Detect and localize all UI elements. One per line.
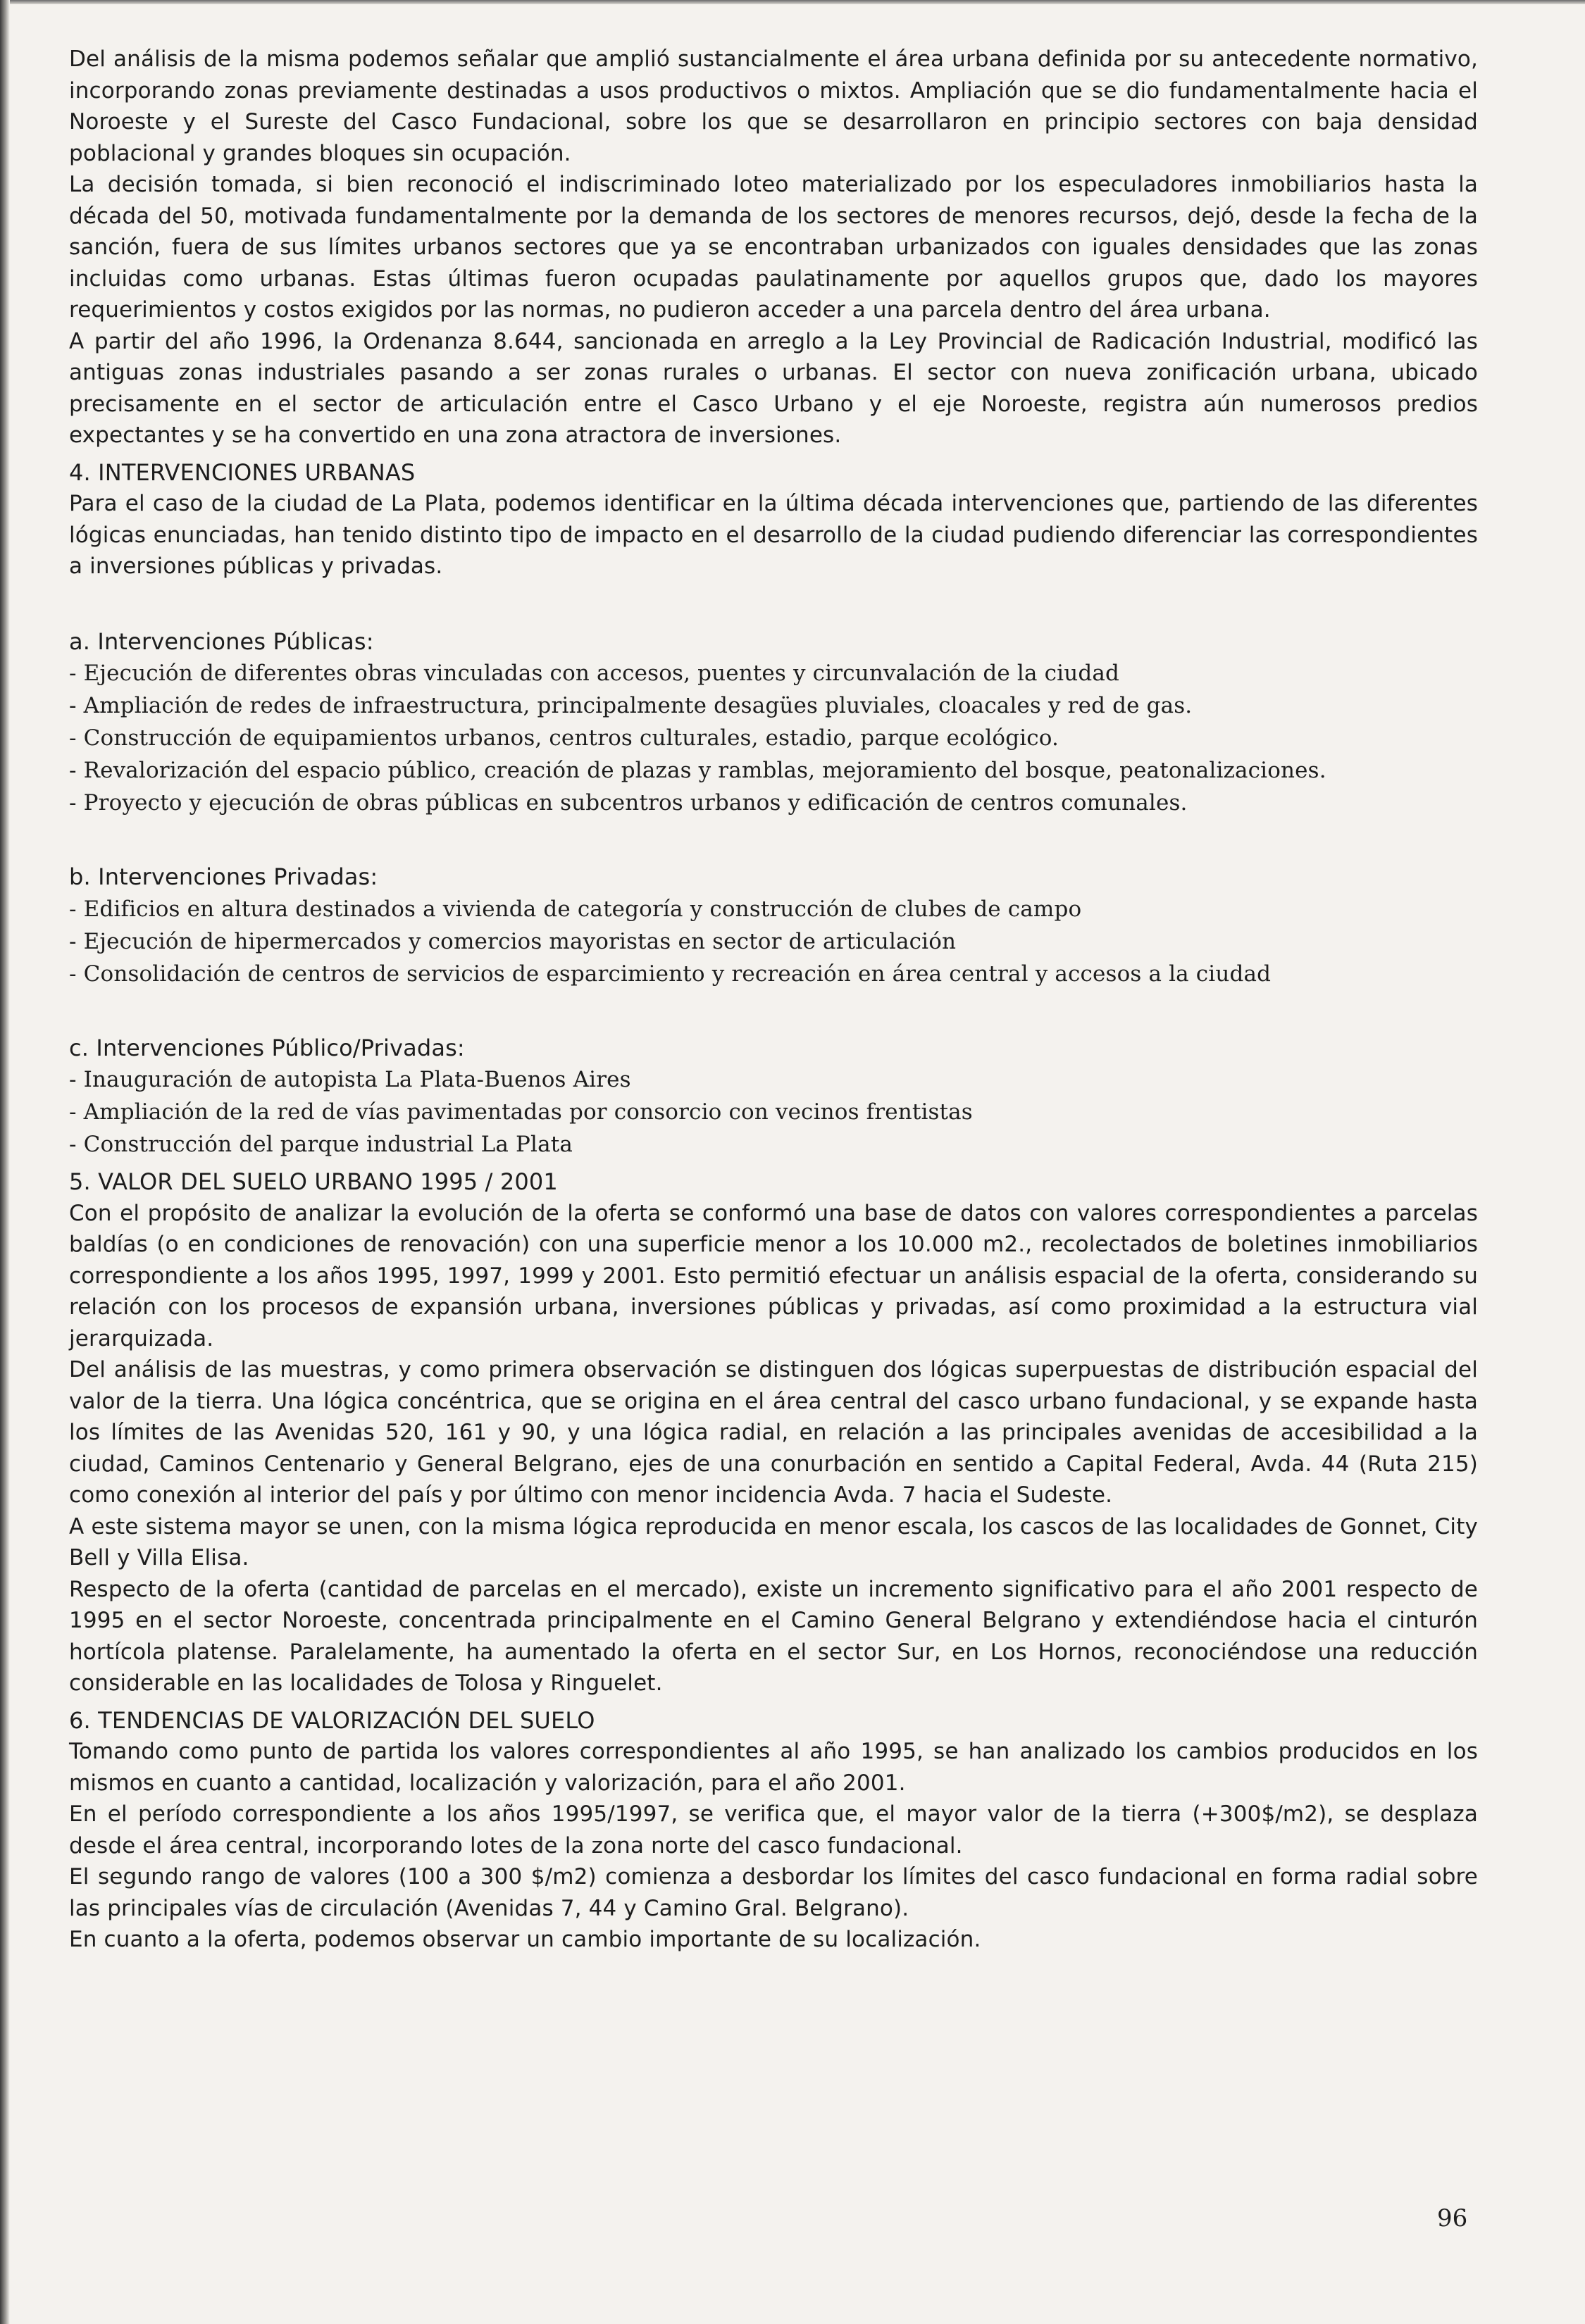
private-interventions-list [69,893,1478,990]
list-item: - Construcción del parque industrial La Plata [69,1128,1478,1161]
mixed-interventions-list [69,1063,1478,1161]
scan-edge-top [0,0,1585,4]
intro-paragraph-2: La decisión tomada, si bien reconoció el indiscriminado loteo materializado por los especuladores inmobiliarios hasta la década del 50, motivada fundamentalmente por la demanda de los sectores de menores recursos, dejó, desde la fecha de la sanción, fuera de sus límites urbanos sectores que ya se encontraban urbanizados con iguales densidades que las zonas incluidas como urbanas. Estas últimas fueron ocupadas paulatinamente por aquellos grupos que, dado los mayores requerimientos y costos exigidos por las normas, no pudieron acceder a una parcela dentro del área urbana. [69,172,1478,323]
private-interventions-heading: b. Intervenciones Privadas: [69,863,378,890]
section-6-paragraph-3: El segundo rango de valores (100 a 300 $/m2) comienza a desbordar los límites del casco fundacional en forma radial sobre las principales vías de circulación (Avenidas 7, 44 y Camino Gral. Belgrano). [69,1864,1478,1921]
section-5-paragraph-3: A este sistema mayor se unen, con la misma lógica reproducida en menor escala, los cascos de las localidades de Gonnet, City Bell y Villa Elisa. [69,1513,1478,1570]
list-item: - Ejecución de diferentes obras vinculadas con accesos, puentes y circunvalación de la ciudad [69,657,1478,689]
public-interventions-heading: a. Intervenciones Públicas: [69,627,374,655]
page-number: 96 [1437,2204,1468,2232]
list-item: - Edificios en altura destinados a vivienda de categoría y construcción de clubes de campo [69,893,1478,925]
section-6-paragraph-2: En el período correspondiente a los años 1995/1997, se verifica que, el mayor valor de la tierra (+300$/m2), se desplaza desde el área central, incorporando lotes de la zona norte del casco fundacional. [69,1801,1478,1858]
list-item: - Consolidación de centros de servicios de esparcimiento y recreación en área central y accesos a la ciudad [69,958,1478,990]
section-5-paragraph-1: Con el propósito de analizar la evolución de la oferta se conformó una base de datos con valores correspondientes a parcelas baldías (o en condiciones de renovación) con una superficie menor a los 10.000 m2., recolectados de boletines inmobiliarios correspondiente a los años 1995, 1997, 1999 y 2001. Esto permitió efectuar un análisis espacial de la oferta, considerando su relación con los procesos de expansión urbana, inversiones públicas y privadas, así como proximidad a la estructura vial jerarquizada. [69,1200,1478,1351]
section-6-paragraph-4: En cuanto a la oferta, podemos observar un cambio importante de su localización. [69,1927,981,1952]
section-5-paragraph-4: Respecto de la oferta (cantidad de parcelas en el mercado), existe un incremento significativo para el año 2001 respecto de 1995 en el sector Noroeste, concentrada principalmente en el Camino General Belgrano y extendiéndose hacia el cinturón hortícola platense. Paralelamente, ha aumentado la oferta en el sector Sur, en Los Hornos, reconociéndose una reducción considerable en las localidades de Tolosa y Ringuelet. [69,1576,1478,1696]
scan-edge-left [0,0,10,2324]
mixed-interventions-heading: c. Intervenciones Público/Privadas: [69,1034,465,1061]
section-4-heading: 4. INTERVENCIONES URBANAS [69,458,416,486]
list-item: - Ejecución de hipermercados y comercios mayoristas en sector de articulación [69,925,1478,958]
section-5-heading: 5. VALOR DEL SUELO URBANO 1995 / 2001 [69,1168,558,1195]
intro-paragraph-1: Del análisis de la misma podemos señalar que amplió sustancialmente el área urbana definida por su antecedente normativo, incorporando zonas previamente destinadas a usos productivos o mixtos. Ampliación que se dio fundamentalmente hacia el Noroeste y el Sureste del Casco Fundacional, sobre los que se desarrollaron en principio sectores con baja densidad poblacional y grandes bloques sin ocupación. [69,46,1478,166]
intro-paragraph-3: A partir del año 1996, la Ordenanza 8.644, sancionada en arreglo a la Ley Provincial de Radicación Industrial, modificó las antiguas zonas industriales pasando a ser zonas rurales o urbanas. El sector con nueva zonificación urbana, ubicado precisamente en el sector de articulación entre el Casco Urbano y el eje Noroeste, registra aún numerosos predios expectantes y se ha convertido en una zona atractora de inversiones. [69,328,1478,448]
section-6-heading: 6. TENDENCIAS DE VALORIZACIÓN DEL SUELO [69,1706,595,1734]
list-item: - Revalorización del espacio público, creación de plazas y ramblas, mejoramiento del bosque, peatonalizaciones. [69,754,1478,787]
public-interventions-list [69,657,1478,819]
section-6-paragraph-1: Tomando como punto de partida los valores correspondientes al año 1995, se han analizado los cambios producidos en los mismos en cuanto a cantidad, localización y valorización, para el año 2001. [69,1739,1478,1796]
section-5-paragraph-2: Del análisis de las muestras, y como primera observación se distinguen dos lógicas superpuestas de distribución espacial del valor de la tierra. Una lógica concéntrica, que se origina en el área central del casco urbano fundacional, y se expande hasta los límites de las Avenidas 520, 161 y 90, y una lógica radial, en relación a las principales avenidas de accesibilidad a la ciudad, Caminos Centenario y General Belgrano, ejes de una conurbación en sentido a Capital Federal, Avda. 44 (Ruta 215) como conexión al interior del país y por último con menor incidencia Avda. 7 hacia el Sudeste. [69,1357,1478,1508]
list-item: - Inauguración de autopista La Plata-Buenos Aires [69,1063,1478,1096]
page-body [69,44,1478,1956]
list-item: - Ampliación de redes de infraestructura, principalmente desagües pluviales, cloacales y red de gas. [69,689,1478,722]
list-item: - Construcción de equipamientos urbanos, centros culturales, estadio, parque ecológico. [69,722,1478,754]
list-item: - Proyecto y ejecución de obras públicas en subcentros urbanos y edificación de centros comunales. [69,787,1478,819]
list-item: - Ampliación de la red de vías pavimentadas por consorcio con vecinos frentistas [69,1096,1478,1128]
section-4-intro: Para el caso de la ciudad de La Plata, podemos identificar en la última década intervenciones que, partiendo de las diferentes lógicas enunciadas, han tenido distinto tipo de impacto en el desarrollo de la ciudad pudiendo diferenciar las correspondientes a inversiones públicas y privadas. [69,491,1478,579]
